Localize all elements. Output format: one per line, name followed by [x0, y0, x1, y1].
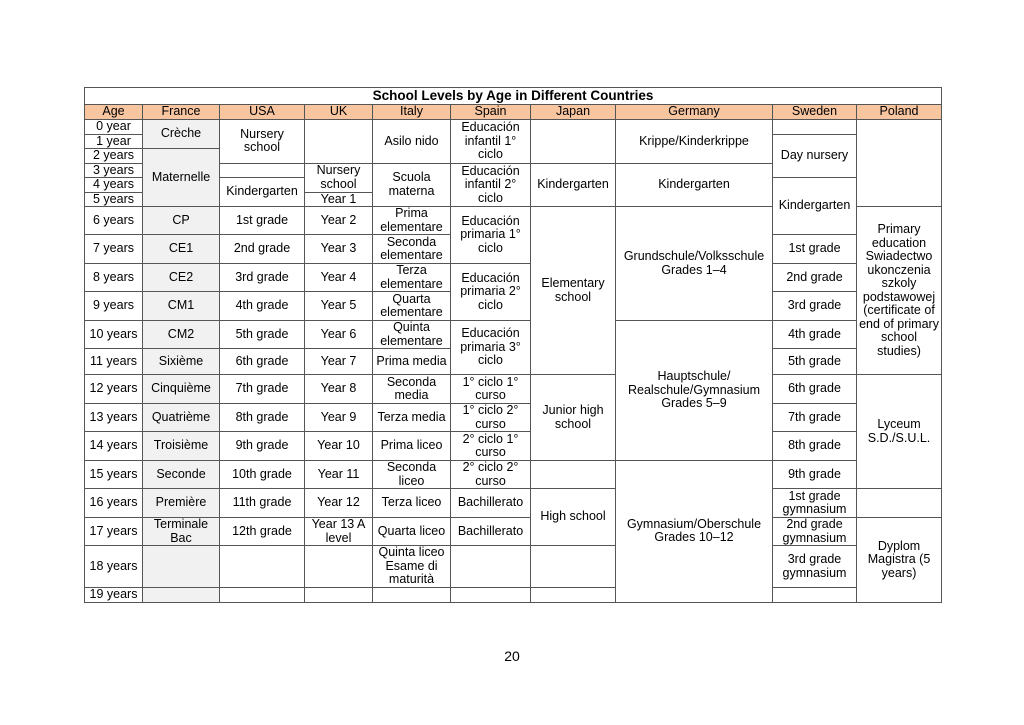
spain-cell-empty [451, 546, 531, 588]
japan-cell: High school [531, 489, 616, 546]
usa-cell: 9th grade [220, 432, 305, 461]
usa-cell-empty [220, 546, 305, 588]
age-cell: 2 years [85, 149, 143, 164]
italy-cell: Scuola materna [373, 163, 451, 207]
header-italy: Italy [373, 105, 451, 120]
usa-cell: 4th grade [220, 292, 305, 321]
age-cell: 0 year [85, 120, 143, 135]
spain-cell: 2° ciclo 1° curso [451, 432, 531, 461]
age-cell: 10 years [85, 321, 143, 349]
table-row [85, 432, 942, 461]
germany-cell: Grundschule/Volksschule Grades 1–4 [616, 207, 773, 321]
uk-cell-empty [305, 588, 373, 603]
japan-cell-empty [531, 588, 616, 603]
header-poland: Poland [857, 105, 942, 120]
italy-cell: Prima media [373, 349, 451, 375]
age-cell: 12 years [85, 375, 143, 404]
uk-cell: Year 7 [305, 349, 373, 375]
uk-cell: Year 6 [305, 321, 373, 349]
sweden-cell-empty [773, 120, 857, 135]
france-cell: Seconde [143, 461, 220, 489]
italy-cell: Seconda liceo [373, 461, 451, 489]
school-levels-table [84, 87, 942, 603]
usa-cell: Kindergarten [220, 178, 305, 207]
sweden-cell: 2nd grade [773, 264, 857, 292]
sweden-cell: 2nd grade gymnasium [773, 518, 857, 546]
uk-cell: Year 1 [305, 192, 373, 207]
header-spain: Spain [451, 105, 531, 120]
table-row [85, 461, 942, 489]
france-cell: Quatrième [143, 404, 220, 432]
poland-cell-empty [857, 489, 942, 518]
italy-cell: Quarta elementare [373, 292, 451, 321]
italy-cell: Seconda elementare [373, 235, 451, 264]
table-row [85, 588, 942, 603]
age-cell: 15 years [85, 461, 143, 489]
sweden-cell: 4th grade [773, 321, 857, 349]
spain-cell: Educación infantil 2° ciclo [451, 163, 531, 207]
uk-cell: Year 2 [305, 207, 373, 235]
france-cell: CE2 [143, 264, 220, 292]
sweden-cell: 6th grade [773, 375, 857, 404]
france-cell: Cinquième [143, 375, 220, 404]
age-cell: 13 years [85, 404, 143, 432]
sweden-cell: 7th grade [773, 404, 857, 432]
italy-cell: Prima elementare [373, 207, 451, 235]
uk-cell-empty [305, 120, 373, 164]
spain-cell: 1° ciclo 2° curso [451, 404, 531, 432]
table-row [85, 404, 942, 432]
sweden-cell: 9th grade [773, 461, 857, 489]
uk-cell: Nursery school [305, 163, 373, 192]
table-row [85, 375, 942, 404]
table-row [85, 120, 942, 135]
spain-cell: Educación primaria 3° ciclo [451, 321, 531, 375]
sweden-cell: Kindergarten [773, 178, 857, 235]
france-cell: Première [143, 489, 220, 518]
france-cell: Sixième [143, 349, 220, 375]
sweden-cell: 5th grade [773, 349, 857, 375]
italy-cell: Terza media [373, 404, 451, 432]
age-cell: 5 years [85, 192, 143, 207]
uk-cell: Year 8 [305, 375, 373, 404]
table-title: School Levels by Age in Different Countries [85, 88, 942, 105]
sweden-cell: 3rd grade gymnasium [773, 546, 857, 588]
age-cell: 6 years [85, 207, 143, 235]
spain-cell: Educación infantil 1° ciclo [451, 120, 531, 164]
header-germany: Germany [616, 105, 773, 120]
italy-cell: Quinta elementare [373, 321, 451, 349]
usa-cell: 10th grade [220, 461, 305, 489]
spain-cell: Educación primaria 2° ciclo [451, 264, 531, 321]
uk-cell-empty [305, 546, 373, 588]
sweden-cell: 3rd grade [773, 292, 857, 321]
japan-cell-empty [531, 120, 616, 164]
japan-cell: Kindergarten [531, 163, 616, 207]
usa-cell: 8th grade [220, 404, 305, 432]
usa-cell: 7th grade [220, 375, 305, 404]
sweden-cell: 8th grade [773, 432, 857, 461]
header-japan: Japan [531, 105, 616, 120]
france-cell: CM1 [143, 292, 220, 321]
uk-cell: Year 13 A level [305, 518, 373, 546]
italy-cell: Terza elementare [373, 264, 451, 292]
spain-cell-empty [451, 588, 531, 603]
header-france: France [143, 105, 220, 120]
uk-cell: Year 11 [305, 461, 373, 489]
germany-cell: Hauptschule/ Realschule/Gymnasium Grades 5–9 [616, 321, 773, 461]
sweden-cell: 1st grade [773, 235, 857, 264]
page-number: 20 [504, 648, 520, 664]
age-cell: 16 years [85, 489, 143, 518]
france-cell: CE1 [143, 235, 220, 264]
header-usa: USA [220, 105, 305, 120]
usa-cell: 2nd grade [220, 235, 305, 264]
poland-cell-empty [857, 120, 942, 207]
age-cell: 18 years [85, 546, 143, 588]
japan-cell: Elementary school [531, 207, 616, 375]
germany-cell: Gymnasium/Oberschule Grades 10–12 [616, 461, 773, 603]
header-uk: UK [305, 105, 373, 120]
poland-cell: Dyplom Magistra (5 years) [857, 518, 942, 603]
uk-cell: Year 10 [305, 432, 373, 461]
age-cell: 4 years [85, 178, 143, 193]
usa-cell: 1st grade [220, 207, 305, 235]
table-row [85, 321, 942, 349]
header-age: Age [85, 105, 143, 120]
italy-cell: Quarta liceo [373, 518, 451, 546]
italy-cell: Asilo nido [373, 120, 451, 164]
usa-cell: 6th grade [220, 349, 305, 375]
italy-cell: Quinta liceo Esame di maturità [373, 546, 451, 588]
usa-cell: 3rd grade [220, 264, 305, 292]
sweden-cell: 1st grade gymnasium [773, 489, 857, 518]
france-cell: CP [143, 207, 220, 235]
sweden-cell-empty [773, 588, 857, 603]
italy-cell: Prima liceo [373, 432, 451, 461]
spain-cell: 1° ciclo 1° curso [451, 375, 531, 404]
age-cell: 7 years [85, 235, 143, 264]
usa-cell: 11th grade [220, 489, 305, 518]
age-cell: 8 years [85, 264, 143, 292]
france-cell: Crèche [143, 120, 220, 149]
header-row [85, 105, 942, 120]
age-cell: 14 years [85, 432, 143, 461]
table-row [85, 489, 942, 518]
usa-cell-empty [220, 163, 305, 178]
uk-cell: Year 12 [305, 489, 373, 518]
poland-cell: Lyceum S.D./S.U.L. [857, 375, 942, 489]
italy-cell: Seconda media [373, 375, 451, 404]
age-cell: 19 years [85, 588, 143, 603]
spain-cell: Bachillerato [451, 518, 531, 546]
uk-cell: Year 9 [305, 404, 373, 432]
france-cell: Maternelle [143, 149, 220, 207]
france-cell: Troisième [143, 432, 220, 461]
age-cell: 17 years [85, 518, 143, 546]
age-cell: 3 years [85, 163, 143, 178]
spain-cell: 2° ciclo 2° curso [451, 461, 531, 489]
usa-cell: 5th grade [220, 321, 305, 349]
france-cell-empty [143, 546, 220, 588]
italy-cell-empty [373, 588, 451, 603]
header-sweden: Sweden [773, 105, 857, 120]
france-cell-empty [143, 588, 220, 603]
sweden-cell: Day nursery [773, 134, 857, 178]
japan-cell-empty [531, 546, 616, 588]
usa-cell: 12th grade [220, 518, 305, 546]
germany-cell: Kindergarten [616, 163, 773, 207]
japan-cell-empty [531, 461, 616, 489]
age-cell: 1 year [85, 134, 143, 149]
italy-cell: Terza liceo [373, 489, 451, 518]
table-row [85, 518, 942, 546]
france-cell: CM2 [143, 321, 220, 349]
uk-cell: Year 5 [305, 292, 373, 321]
france-cell: Terminale Bac [143, 518, 220, 546]
usa-cell-empty [220, 588, 305, 603]
uk-cell: Year 3 [305, 235, 373, 264]
japan-cell: Junior high school [531, 375, 616, 461]
spain-cell: Bachillerato [451, 489, 531, 518]
spain-cell: Educación primaria 1° ciclo [451, 207, 531, 264]
germany-cell: Krippe/Kinderkrippe [616, 120, 773, 164]
age-cell: 9 years [85, 292, 143, 321]
poland-cell: Primary education Swiadectwo ukonczenia szkoly podstawowej (certificate of end of primary school studies) [857, 207, 942, 375]
age-cell: 11 years [85, 349, 143, 375]
uk-cell: Year 4 [305, 264, 373, 292]
table-row [85, 264, 942, 292]
table-row [85, 546, 942, 588]
usa-cell: Nursery school [220, 120, 305, 164]
